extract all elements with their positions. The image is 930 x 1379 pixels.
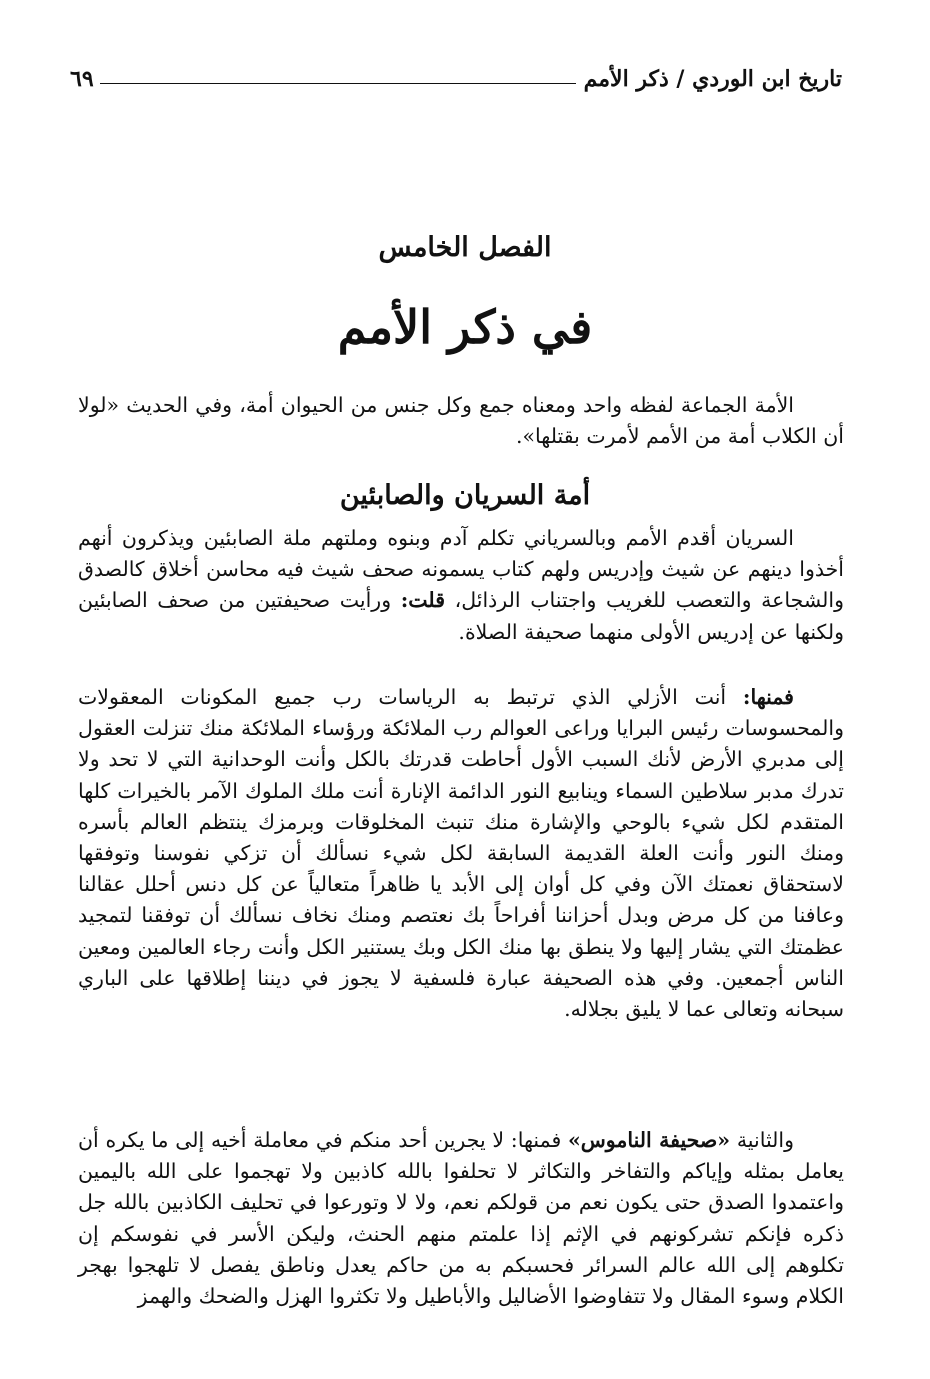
section-paragraph-1	[78, 523, 844, 648]
page-number: ٦٩	[70, 66, 94, 92]
intro-block	[78, 390, 844, 452]
paragraph-1-bold: قلت:	[400, 588, 446, 613]
paragraph-3-text-a: والثانية	[736, 1128, 794, 1152]
paragraph-1-text-a: السريان أقدم الأمم وبالسرياني تكلم آدم وبنوه وملتهم ملة الصابئين ويذكرون أنهم أخذوا دينهم عن شيث وإدريس ولهم كتاب يسمونه صحف شيث فيه محاسن أخلاق كالصدق والشجاعة والتعصب للغريب واجتناب الرذائل،	[78, 526, 844, 613]
running-header-title: تاريخ ابن الوردي / ذكر الأمم	[583, 66, 842, 92]
paragraph-1	[78, 523, 844, 648]
header-rule	[100, 83, 576, 84]
section-heading: أمة السريان والصابئين	[339, 480, 591, 511]
paragraph-2	[78, 682, 844, 1025]
intro-paragraph: الأمة الجماعة لفظه واحد ومعناه جمع وكل جنس من الحيوان أمة، وفي الحديث «لولا أن الكلاب أمة من الأمم لأمرت بقتلها».	[78, 393, 844, 449]
paragraph-1-text-b: ورأيت صحيفتين من صحف الصابئين ولكنها عن إدريس الأولى منهما صحيفة الصلاة.	[78, 588, 844, 644]
paragraph-2-text: أنت الأزلي الذي ترتبط به الرياسات رب جميع المكونات المعقولات والمحسوسات رئيس البرايا وراعى العوالم رب الملائكة ورؤساء الملائكة منك تنزلت العقول إلى مدبري الأرض لأنك السبب الأول أحاطت قدرتك بالكل وأنت الوحدانية التي لا تحد ولا تدرك مدبر سلاطين السماء وينابيع النور الدائمة الإنارة أنت ملك الملوك الآمر بالخيرات كلها المتقدم لكل شيء بالوحي والإشارة منك تنبث المخلوقات وبرمزك ينتظم العالم بأسره ومنك النور وأنت العلة القديمة السابقة لكل شيء نسألك أن تزكي نفوسنا وتوفقها لاستحقاق نعمتك الآن وفي كل أوان إلى الأبد يا ظاهراً متعالياً عن كل دنس أحلل عقالنا وعافنا من كل مرض وبدل أحزاننا أفراحاً بك نعتصم ومنك نخاف نسألك أن توفقنا لتمجيد عظمتك التي يشار إليها ولا ينطق بها منك الكل وبك يستنير الكل وأنت رجاء العالمين ومعين الناس أجمعين. وفي هذه الصحيفة عبارة فلسفية لا يجوز في ديننا إطلاقها على الباري سبحانه وتعالى عما لا يليق بجلاله.	[78, 685, 844, 1022]
section-paragraph-3	[78, 1125, 844, 1312]
paragraph-3-text-b: فمنها: لا يجرين أحد منكم في معاملة أخيه إلى ما يكره أن يعامل بمثله وإياكم والتفاخر والتكاثر لا تحلفوا بالله كاذبين ولا تهجموا على الله باليمين واعتمدوا الصدق حتى يكون نعم من قولكم نعم، ولا لا وتورعوا في تحليف الكاذبين بالله جل ذكره فإنكم تشركونهم في الإثم إذا علمتم منهم الحنث، وليكن الأسر في نفوسكم إن تكلوهم إلى الله عالم السرائر فحسبكم به من حاكم يعدل وناطق يفصل لا تلهجوا بهجر الكلام وسوء المقال ولا تتفاوضوا الأضاليل والأباطيل ولا تكثروا الهزل والضحك والهمز	[78, 1128, 844, 1309]
paragraph-3	[78, 1125, 844, 1312]
running-header	[70, 52, 842, 92]
chapter-title: في ذكر الأمم	[337, 300, 593, 354]
section-paragraph-2	[78, 682, 844, 1025]
chapter-label: الفصل الخامس	[378, 232, 552, 263]
paragraph-2-bold: فمنها:	[742, 685, 794, 709]
paragraph-3-bold: «صحيفة الناموس»	[567, 1128, 731, 1152]
